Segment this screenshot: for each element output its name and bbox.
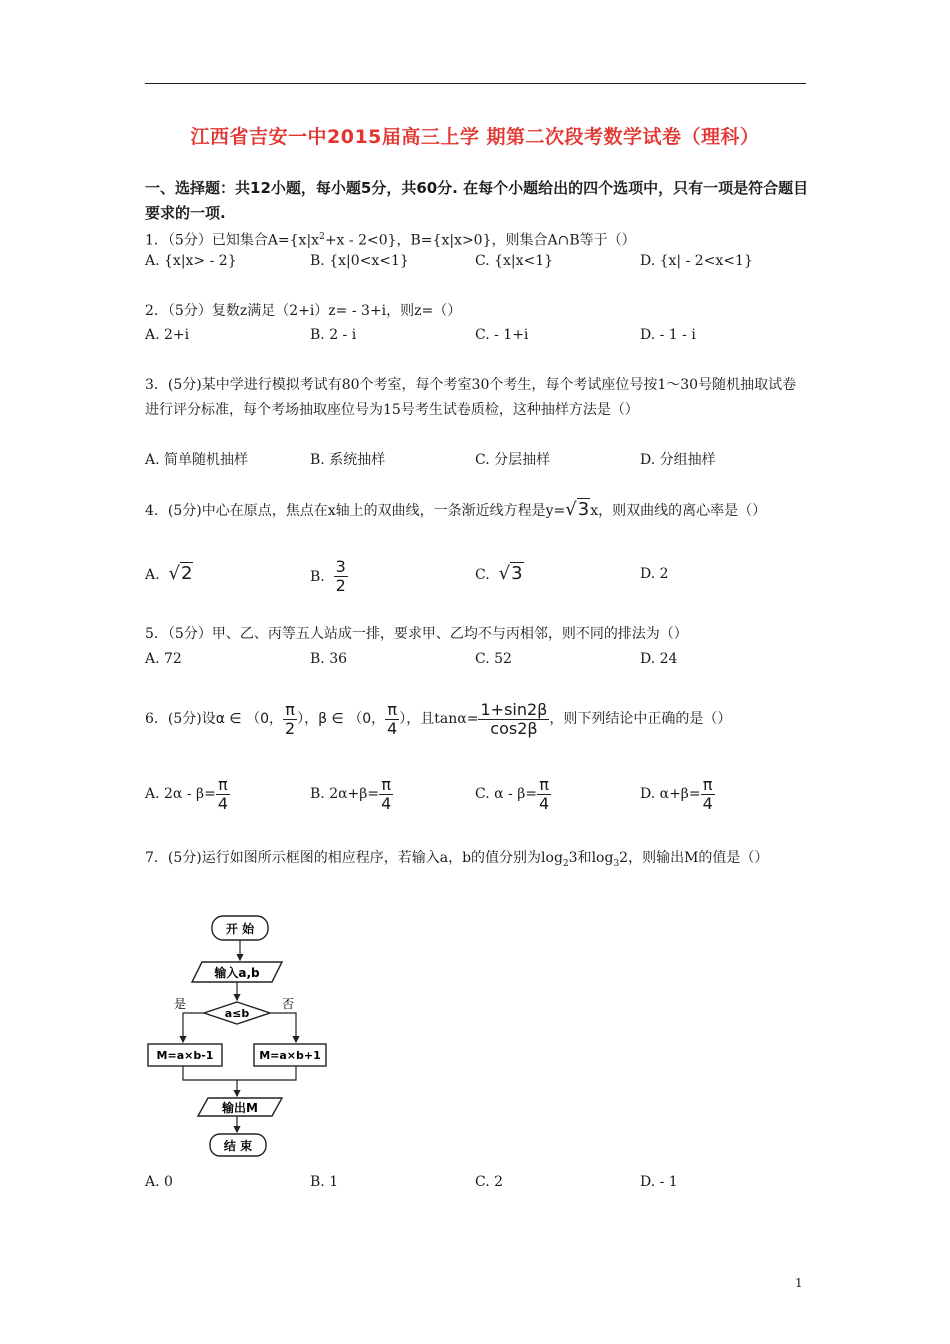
flow-start-label: 开 始 [225,922,255,936]
page-number: 1 [795,1276,803,1290]
option-d: D. - 1 - i [640,327,696,343]
question-6-options [145,772,810,816]
question-6: 6．(5分)设α ∈ （0， $\frac{\pi}{2}$ ），β ∈ （0， $\frac{\pi}{4}$ ），且tanα= $\frac{1+\sin 2\beta}{\cos 2\beta}$ ，则下列结论中正确的是（） [145,699,732,738]
header-rule [145,83,806,84]
option-a: A. 2+i [145,327,190,343]
section-heading: 一、选择题：共12小题，每小题5分，共60分. 在每个小题给出的四个选项中，只有一项是符合题目要求的一项. [145,179,809,222]
option-a: A. 简单随机抽样 [145,452,249,468]
option-d: D. - 1 [640,1174,678,1190]
option-d: D. α+β= $\frac{\pi}{4}$ [640,774,713,813]
question-7: 7．(5分)运行如图所示框图的相应程序，若输入a，b的值分别为$\log_23$和$\log_32$，则输出M的值是（） [145,850,769,869]
option-d: D. 分组抽样 [640,452,716,468]
option-b: B. 2α+β= $\frac{\pi}{4}$ [310,774,392,813]
option-a: A. √2 [145,563,193,584]
option-b: B. 1 [310,1174,339,1190]
question-2-options [145,323,810,348]
option-a: A. 72 [145,651,182,667]
option-b: B. 2 - i [310,327,357,343]
option-c: C. √3 [475,563,523,584]
sqrt-3: √3 [565,499,590,520]
option-c: C. - 1+i [475,327,529,343]
option-a: A. 2α - β= $\frac{\pi}{4}$ [145,774,229,813]
option-d: D. 24 [640,651,678,667]
option-c: C. 52 [475,651,512,667]
question-3-options [145,448,810,473]
option-b: B. 系统抽样 [310,452,386,468]
question-7-options [145,1170,810,1195]
option-c: C. {x|x<1} [475,253,554,269]
question-5: 5．（5分）甲、乙、丙等五人站成一排，要求甲、乙均不与丙相邻，则不同的排法为（） [145,626,688,642]
question-5-options [145,647,810,672]
flow-yes-label: 是 [173,997,187,1011]
option-c: C. α - β= $\frac{\pi}{4}$ [475,774,550,813]
question-3: 3．(5分)某中学进行模拟考试有80个考室，每个考室30个考生，每个考试座位号按1～30号随机抽取试卷进行评分标准，每个考场抽取座位号为15号考生试卷质检，这种抽样方法是（） [145,377,797,418]
option-a: A. {x|x> - 2} [145,253,237,269]
flow-decision-label: a≤b [224,1007,250,1020]
flow-right-label: M=a×b+1 [259,1049,321,1062]
option-d: D. 2 [640,566,669,582]
option-c: C. 2 [475,1174,504,1190]
option-b: B. $\frac{3}{2}$ [310,557,346,595]
option-d: D. {x| - 2<x<1} [640,253,753,269]
question-2: 2．（5分）复数z满足（2+i）z= - 3+i，则z=（） [145,303,462,319]
program-flowchart [140,908,330,1163]
question-4: 4．(5分)中心在原点，焦点在x轴上的双曲线，一条渐近线方程是y=√3x，则双曲线的离心率是（） [145,499,767,520]
flow-no-label: 否 [281,997,295,1011]
flow-output-label: 输出M [222,1101,258,1115]
option-b: B. 36 [310,651,348,667]
flow-input-label: 输入a,b [214,966,260,980]
question-1-options [145,249,810,274]
page-title: 江西省吉安一中2015届高三上学 期第二次段考数学试卷（理科） [190,126,760,148]
flow-end-label: 结 束 [223,1139,253,1153]
option-b: B. {x|0<x<1} [310,253,409,269]
option-c: C. 分层抽样 [475,452,551,468]
question-4-options [145,557,810,595]
question-1: 1．（5分）已知集合$A=\{x|x^2+x - 2<0\}$，B={x|x>0}，则集合A∩B等于（） [145,232,636,249]
option-a: A. 0 [145,1174,173,1190]
flow-left-label: M=a×b-1 [156,1049,214,1062]
